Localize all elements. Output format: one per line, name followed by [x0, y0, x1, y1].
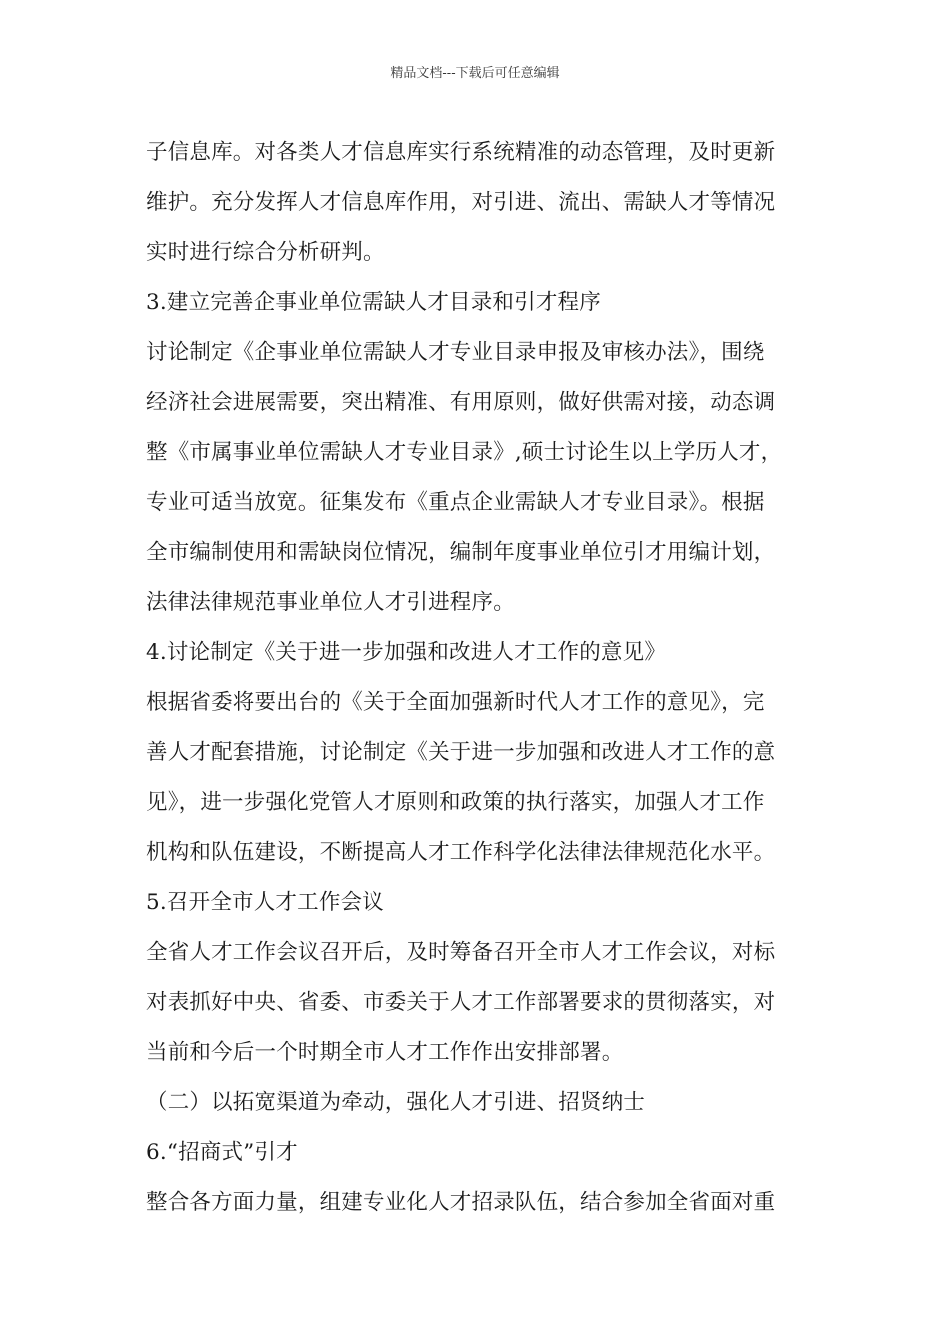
text-line: 见》，进一步强化党管人才原则和政策的执行落实，加强人才工作: [146, 790, 765, 815]
section-heading: （二）以拓宽渠道为牵动，强化人才引进、招贤纳士: [146, 1090, 646, 1115]
text-line: 根据省委将要出台的《关于全面加强新时代人才工作的意见》，完: [146, 690, 765, 715]
text-line: 子信息库。对各类人才信息库实行系统精准的动态管理，及时更新: [146, 140, 776, 165]
section-heading: 5.召开全市人才工作会议: [146, 890, 384, 915]
text-line: 经济社会进展需要，突出精准、有用原则，做好供需对接，动态调: [146, 390, 776, 415]
page-header: 精品文档---下载后可任意编辑: [390, 66, 560, 81]
section-heading: 4.讨论制定《关于进一步加强和改进人才工作的意见》: [146, 640, 667, 665]
text-line: 专业可适当放宽。征集发布《重点企业需缺人才专业目录》。根据: [146, 490, 765, 515]
text-line: 善人才配套措施，讨论制定《关于进一步加强和改进人才工作的意: [146, 740, 776, 765]
text-line: 实时进行综合分析研判。: [146, 240, 385, 265]
text-line: 维护。充分发挥人才信息库作用，对引进、流出、需缺人才等情况: [146, 190, 776, 215]
text-line: 全市编制使用和需缺岗位情况，编制年度事业单位引才用编计划，: [146, 540, 776, 565]
section-heading: 6.“招商式”引才: [146, 1140, 298, 1165]
text-line: 整《市属事业单位需缺人才专业目录》,硕士讨论生以上学历人才，: [146, 440, 783, 465]
text-line: 对表抓好中央、省委、市委关于人才工作部署要求的贯彻落实，对: [146, 990, 776, 1015]
text-line: 当前和今后一个时期全市人才工作作出安排部署。: [146, 1040, 624, 1065]
text-line: 整合各方面力量，组建专业化人才招录队伍，结合参加全省面对重: [146, 1190, 776, 1215]
text-line: 讨论制定《企事业单位需缺人才专业目录申报及审核办法》，围绕: [146, 340, 765, 365]
section-heading: 3.建立完善企事业单位需缺人才目录和引才程序: [146, 290, 601, 315]
text-line: 法律法律规范事业单位人才引进程序。: [146, 590, 515, 615]
text-line: 机构和队伍建设，不断提高人才工作科学化法律法律规范化水平。: [146, 840, 776, 865]
text-line: 全省人才工作会议召开后，及时筹备召开全市人才工作会议，对标: [146, 940, 776, 965]
document-body: [146, 128, 810, 1228]
